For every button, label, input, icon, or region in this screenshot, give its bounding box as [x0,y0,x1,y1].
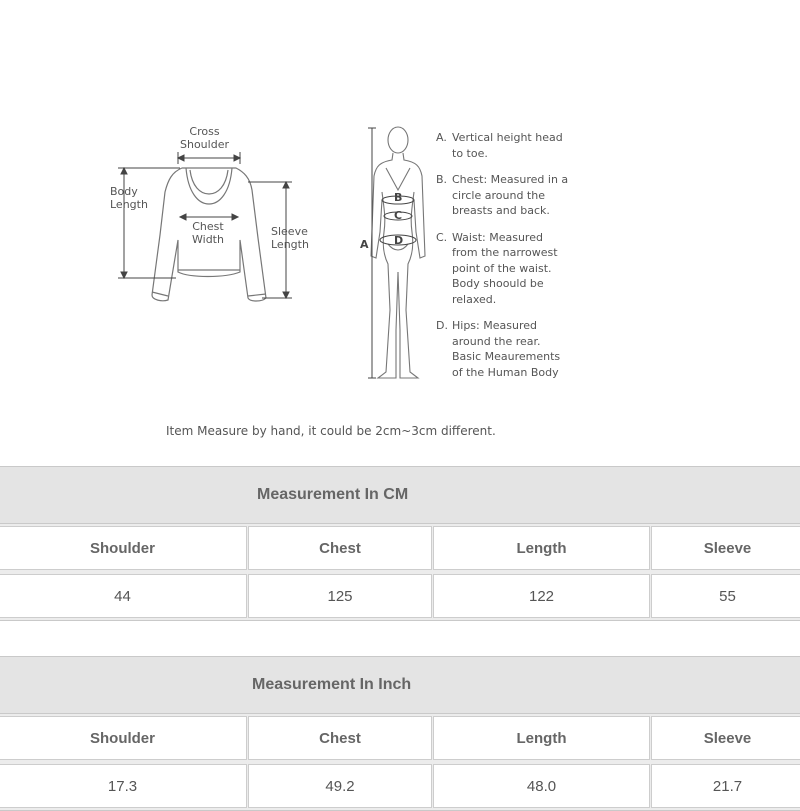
marker-b: B [394,191,403,204]
header-cell-shoulder: Shoulder [0,716,247,760]
marker-d: D [394,234,404,247]
chest-width-label: Chest Width [192,220,224,246]
measurement-steps [436,130,596,391]
table-title-bar [0,657,800,714]
step-key: D. [436,319,448,332]
value-cell-length: 122 [433,574,650,618]
sleeve-length-label: Sleeve Length [271,225,309,251]
cross-shoulder-label: Cross Shoulder [180,125,229,151]
table-row [0,762,800,810]
table-header-row [0,524,800,572]
value-cell-sleeve: 55 [651,574,800,618]
value-cell-length: 48.0 [433,764,650,808]
inch-size-table [0,656,800,811]
header-cell-length: Length [433,526,650,570]
table-row [0,572,800,620]
step-key: C. [436,230,448,244]
value-cell-chest: 49.2 [248,764,432,808]
step-text: Waist: Measured from the narrowest point of the waist. Body shoould be relaxed. [452,230,558,306]
body-length-label: Body Length [110,185,148,211]
table-title-bar [0,467,800,524]
header-cell-sleeve: Sleeve [651,716,800,760]
table-title: Measurement In Inch [252,676,412,693]
step-b [436,172,596,219]
step-key: A. [436,131,447,144]
step-c [436,230,596,308]
value-cell-sleeve: 21.7 [651,764,800,808]
header-cell-length: Length [433,716,650,760]
header-cell-sleeve: Sleeve [651,526,800,570]
marker-a: A [360,238,369,251]
measure-note: Item Measure by hand, it could be 2cm~3cm different. [166,424,496,438]
step-text: Vertical height head to toe. [452,131,563,160]
step-key: B. [436,173,448,186]
header-cell-shoulder: Shoulder [0,526,247,570]
header-cell-chest: Chest [248,716,432,760]
marker-c: C [394,209,403,222]
step-d [436,318,596,380]
step-text: Hips: Measured around the rear. Basic Meaurements of the Human Body [452,319,561,379]
header-cell-chest: Chest [248,526,432,570]
table-header-row [0,714,800,762]
value-cell-shoulder: 44 [0,574,247,618]
value-cell-shoulder: 17.3 [0,764,247,808]
step-a [436,130,596,161]
cm-size-table [0,466,800,621]
table-title: Measurement In CM [257,486,409,503]
value-cell-chest: 125 [248,574,432,618]
step-text: Chest: Measured in a circle around the breasts and back. [452,173,569,217]
